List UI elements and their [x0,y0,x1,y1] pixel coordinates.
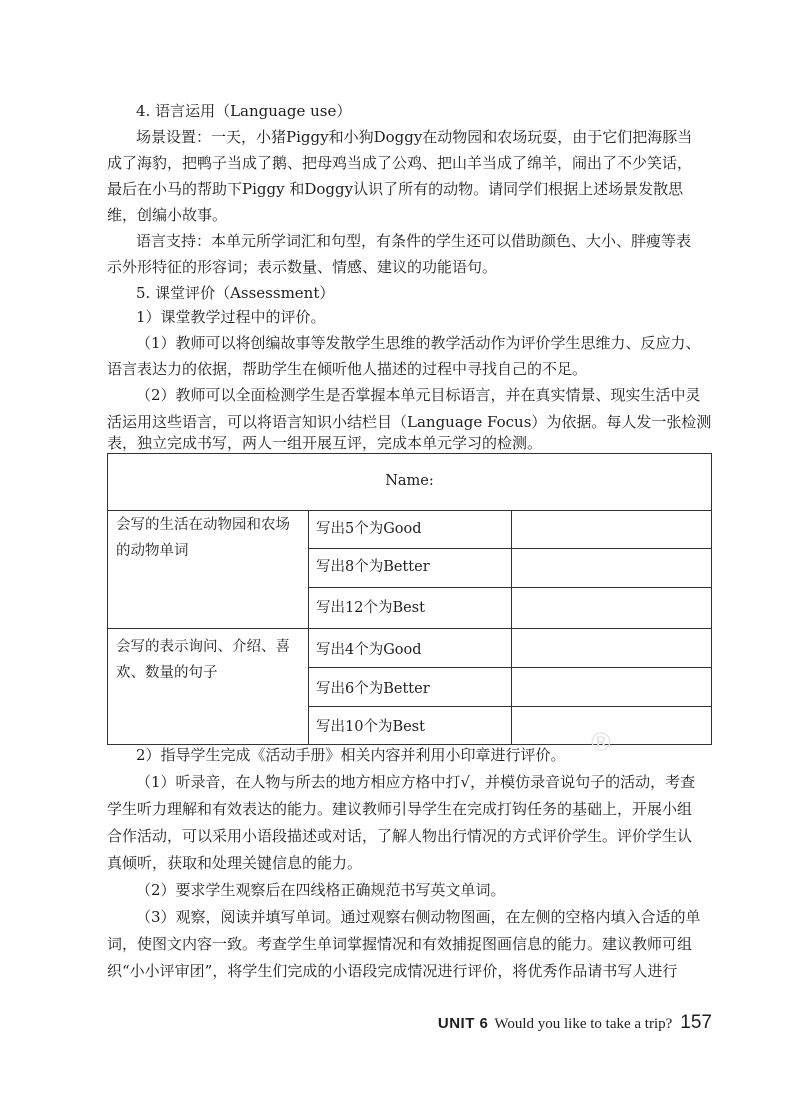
page-number: 157 [680,1012,712,1033]
group-2-label-line-1: 会写的表示询问、介绍、喜 [116,639,290,655]
group-2-label-line-2: 欢、数量的句子 [116,665,218,681]
table-divider [308,706,711,707]
table-divider [308,548,711,549]
scene-line-2: 成了海豹，把鸭子当成了鹅、把母鸡当成了公鸡、把山羊当成了绵羊，闹出了不少笑话， [107,154,693,172]
scene-line-1: 场景设置：一天，小猪Piggy和小狗Doggy在动物园和农场玩耍，由于它们把海豚当 [136,128,693,146]
item-1-line-2: 语言表达力的依据，帮助学生在倾听他人描述的过程中寻找自己的不足。 [107,360,588,378]
group-1-label-line-1: 会写的生活在动物园和农场 [116,517,290,533]
item-2-line-1: （2）教师可以全面检测学生是否掌握本单元目标语言，并在真实情景、现实生活中灵 [136,386,701,404]
assessment-table [107,453,712,745]
footer-unit: UNIT 6 [437,1015,489,1032]
after-p1-line-3: 合作活动，可以采用小语段描述或对话，了解人物出行情况的方式评价学生。评价学生认 [107,827,693,845]
after-p2: （2）要求学生观察后在四线格正确规范书写英文单词。 [136,881,506,899]
page-footer [438,1012,712,1034]
after-p1-line-2: 学生听力理解和有效表达的能力。建议教师引导学生在完成打钩任务的基础上，开展小组 [107,800,693,818]
item-1-line-1: （1）教师可以将创编故事等发散学生思维的教学活动作为评价学生思维力、反应力、 [136,334,701,352]
after-p1-line-1: （1）听录音，在人物与所去的地方相应方格中打√，并模仿录音说句子的活动，考查 [136,773,696,791]
table-divider [108,628,711,629]
after-p1-line-4: 真倾听，获取和处理关键信息的能力。 [107,854,363,872]
table-divider [511,510,512,744]
group-1-level-better: 写出8个为Better [316,559,430,575]
table-divider [308,510,309,744]
item-2-line-2: 活运用这些语言，可以将语言知识小结栏目（Language Focus）为依据。每人发一张检测 [107,413,712,431]
assessment-sub-2: 2）指导学生完成《活动手册》相关内容并利用小印章进行评价。 [136,746,566,764]
group-1-level-good: 写出5个为Good [316,521,422,537]
item-2-line-3: 表，独立完成书写，两人一组开展互评，完成本单元学习的检测。 [107,434,543,452]
section-5-heading: 5. 课堂评价（Assessment） [136,284,335,302]
table-divider [308,667,711,668]
table-divider [308,587,711,588]
group-1-level-best: 写出12个为Best [316,600,425,616]
footer-unit-title: Would you like to take a trip? [494,1016,673,1032]
group-2-level-best: 写出10个为Best [316,719,425,735]
group-1-label-line-2: 的动物单词 [116,543,189,559]
registered-watermark: ® [588,728,614,758]
table-divider [108,510,711,511]
table-header-name: Name: [385,473,434,489]
group-2-level-better: 写出6个为Better [316,681,430,697]
support-line-1: 语言支持：本单元所学词汇和句型，有条件的学生还可以借助颜色、大小、胖瘦等表 [136,232,692,250]
support-line-2: 示外形特征的形容词；表示数量、情感、建议的功能语句。 [107,258,498,276]
after-p3-line-3: 织“小小评审团”，将学生们完成的小语段完成情况进行评价，将优秀作品请书写人进行 [107,962,678,980]
scene-line-3: 最后在小马的帮助下Piggy 和Doggy认识了所有的动物。请同学们根据上述场景发散思 [107,180,684,198]
group-2-level-good: 写出4个为Good [316,642,422,658]
after-p3-line-1: （3）观察，阅读并填写单词。通过观察右侧动物图画，在左侧的空格内填入合适的单 [136,908,701,926]
scene-line-4: 维，创编小故事。 [107,206,228,224]
section-4-heading: 4. 语言运用（Language use） [136,102,352,120]
after-p3-line-2: 词，使图文内容一致。考查学生单词掌握情况和有效捕捉图画信息的能力。建议教师可组 [107,935,693,953]
assessment-sub-1: 1）课堂教学过程中的评价。 [136,308,326,326]
